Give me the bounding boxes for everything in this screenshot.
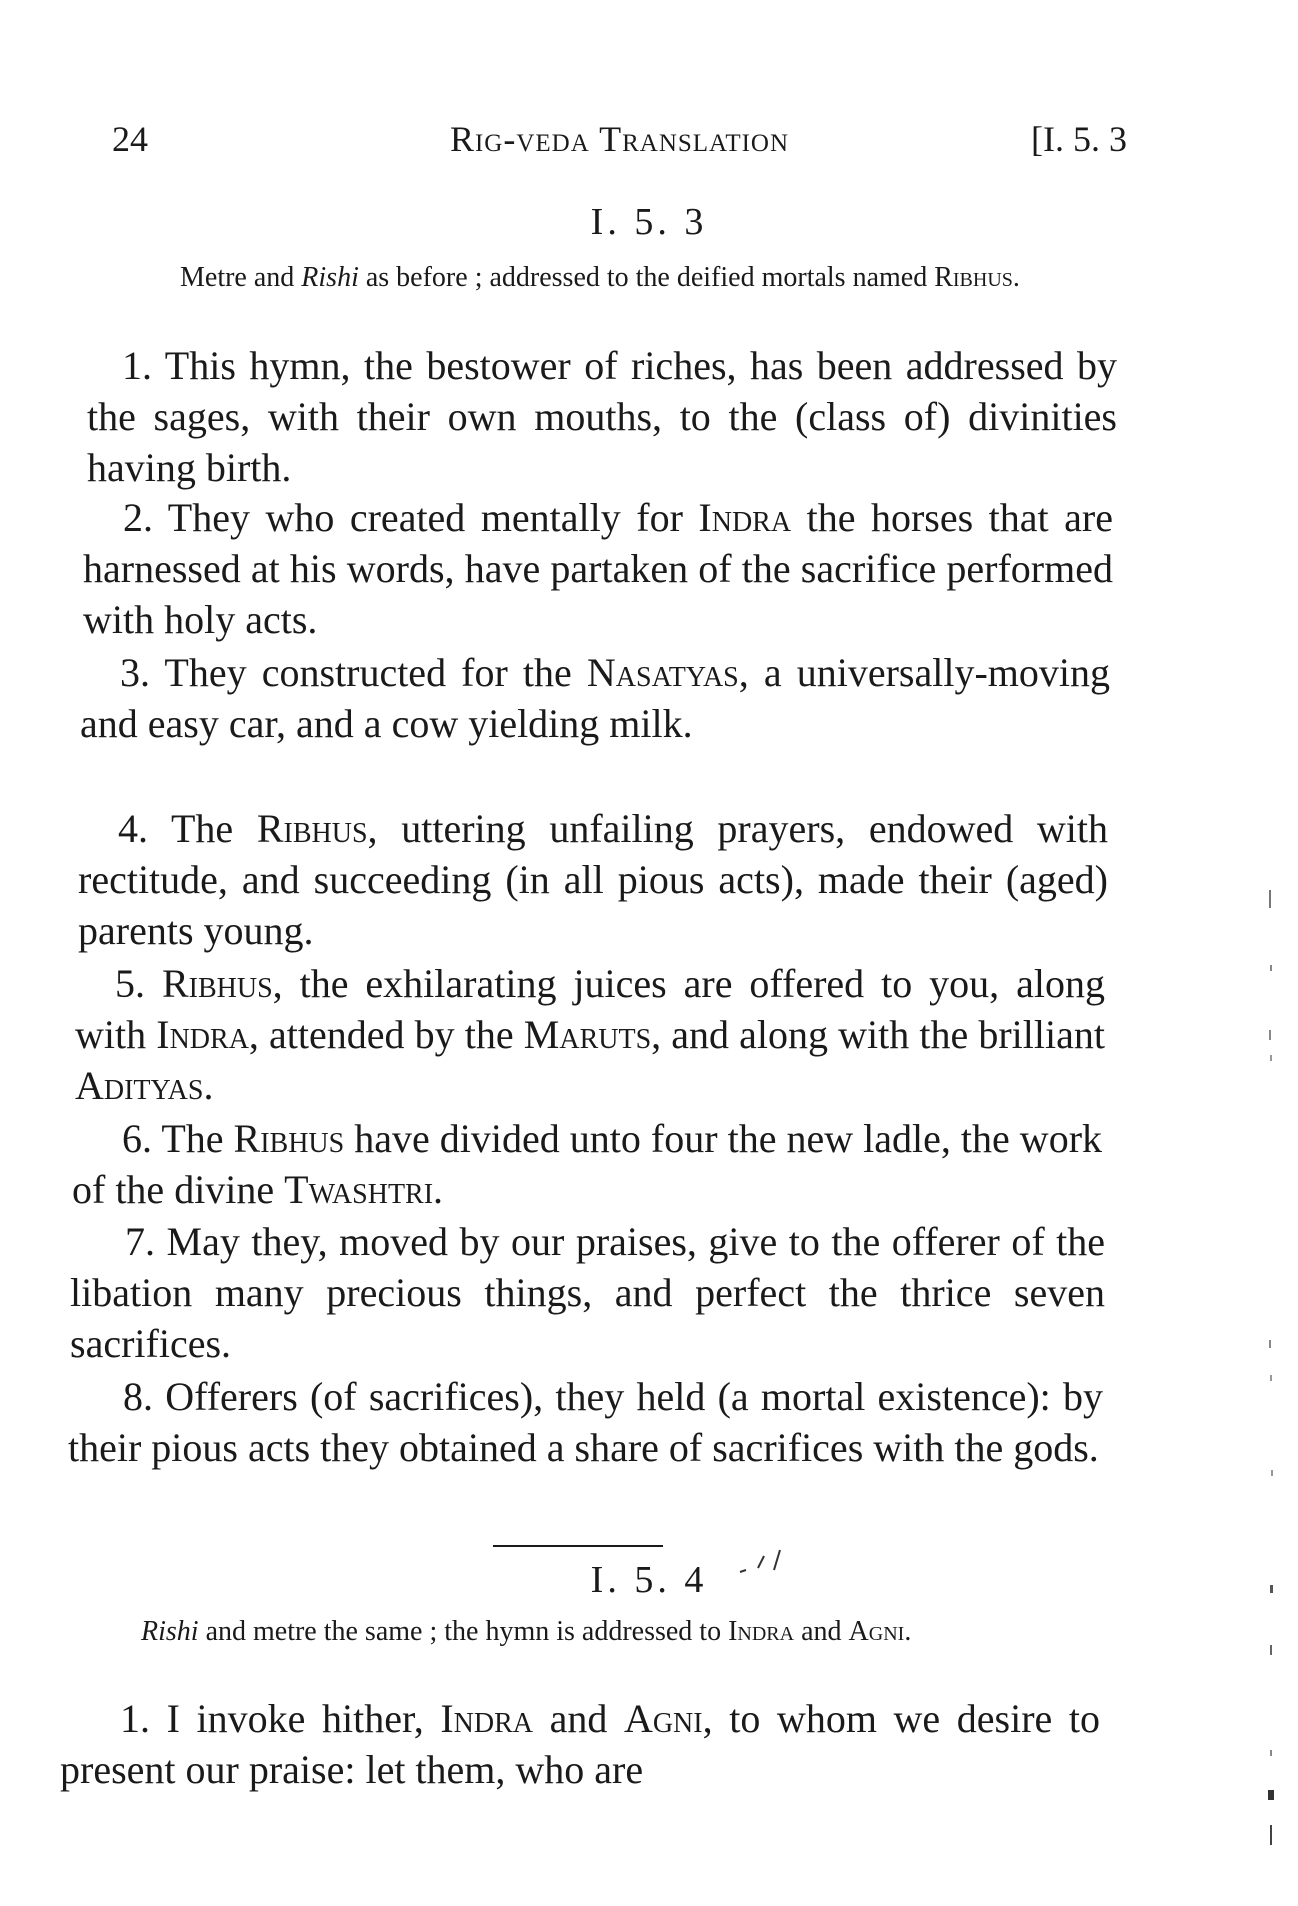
hymn-heading-2: I. 5. 4	[590, 1559, 708, 1601]
hymn-intro-2: Rishi and metre the same ; the hymn is addressed to Indra and Agni.	[141, 1616, 912, 1647]
page-number: 24	[112, 119, 148, 159]
verse-3: 3. They constructed for the Nasatyas, a universally-moving and easy car, and a cow yielding milk.	[80, 650, 1110, 746]
verse-4: 4. The Ribhus, uttering unfailing prayers, endowed with rectitude, and succeeding (in all pious acts), made their (aged) parents young.	[78, 806, 1109, 953]
hymn-heading-1: I. 5. 3	[590, 201, 708, 243]
running-title: Rig-veda Translation	[449, 119, 790, 159]
verse-7: 7. May they, moved by our praises, give to the offerer of the libation many precious things, and perfect the thrice seven sacrifices.	[70, 1219, 1106, 1366]
verse-1: 1. This hymn, the bestower of riches, has been addressed by the sages, with their own mouths, to the (class of) divinities having birth.	[87, 343, 1117, 490]
section-reference: [I. 5. 3	[1031, 119, 1127, 159]
verse-8: 8. Offerers (of sacrifices), they held (a mortal existence): by their pious acts they obtained a share of sacrifices with the gods.	[68, 1374, 1104, 1470]
verse-1-hymn-2: 1. I invoke hither, Indra and Agni, to whom we desire to present our praise: let them, who are	[60, 1696, 1101, 1792]
running-header	[112, 118, 1127, 168]
scan-specks	[1255, 870, 1285, 1870]
hymn-intro-1: Metre and Rishi as before ; addressed to the deified mortals named Ribhus.	[180, 262, 1020, 293]
section-divider	[493, 1545, 663, 1547]
verse-5: 5. Ribhus, the exhilarating juices are offered to you, along with Indra, attended by the Maruts, and along with the brilliant Adityas.	[75, 961, 1106, 1108]
verse-2: 2. They who created mentally for Indra the horses that are harnessed at his words, have partaken of the sacrifice performed with holy acts.	[83, 495, 1113, 642]
verse-6: 6. The Ribhus have divided unto four the new ladle, the work of the divine Twashtri.	[72, 1116, 1103, 1212]
